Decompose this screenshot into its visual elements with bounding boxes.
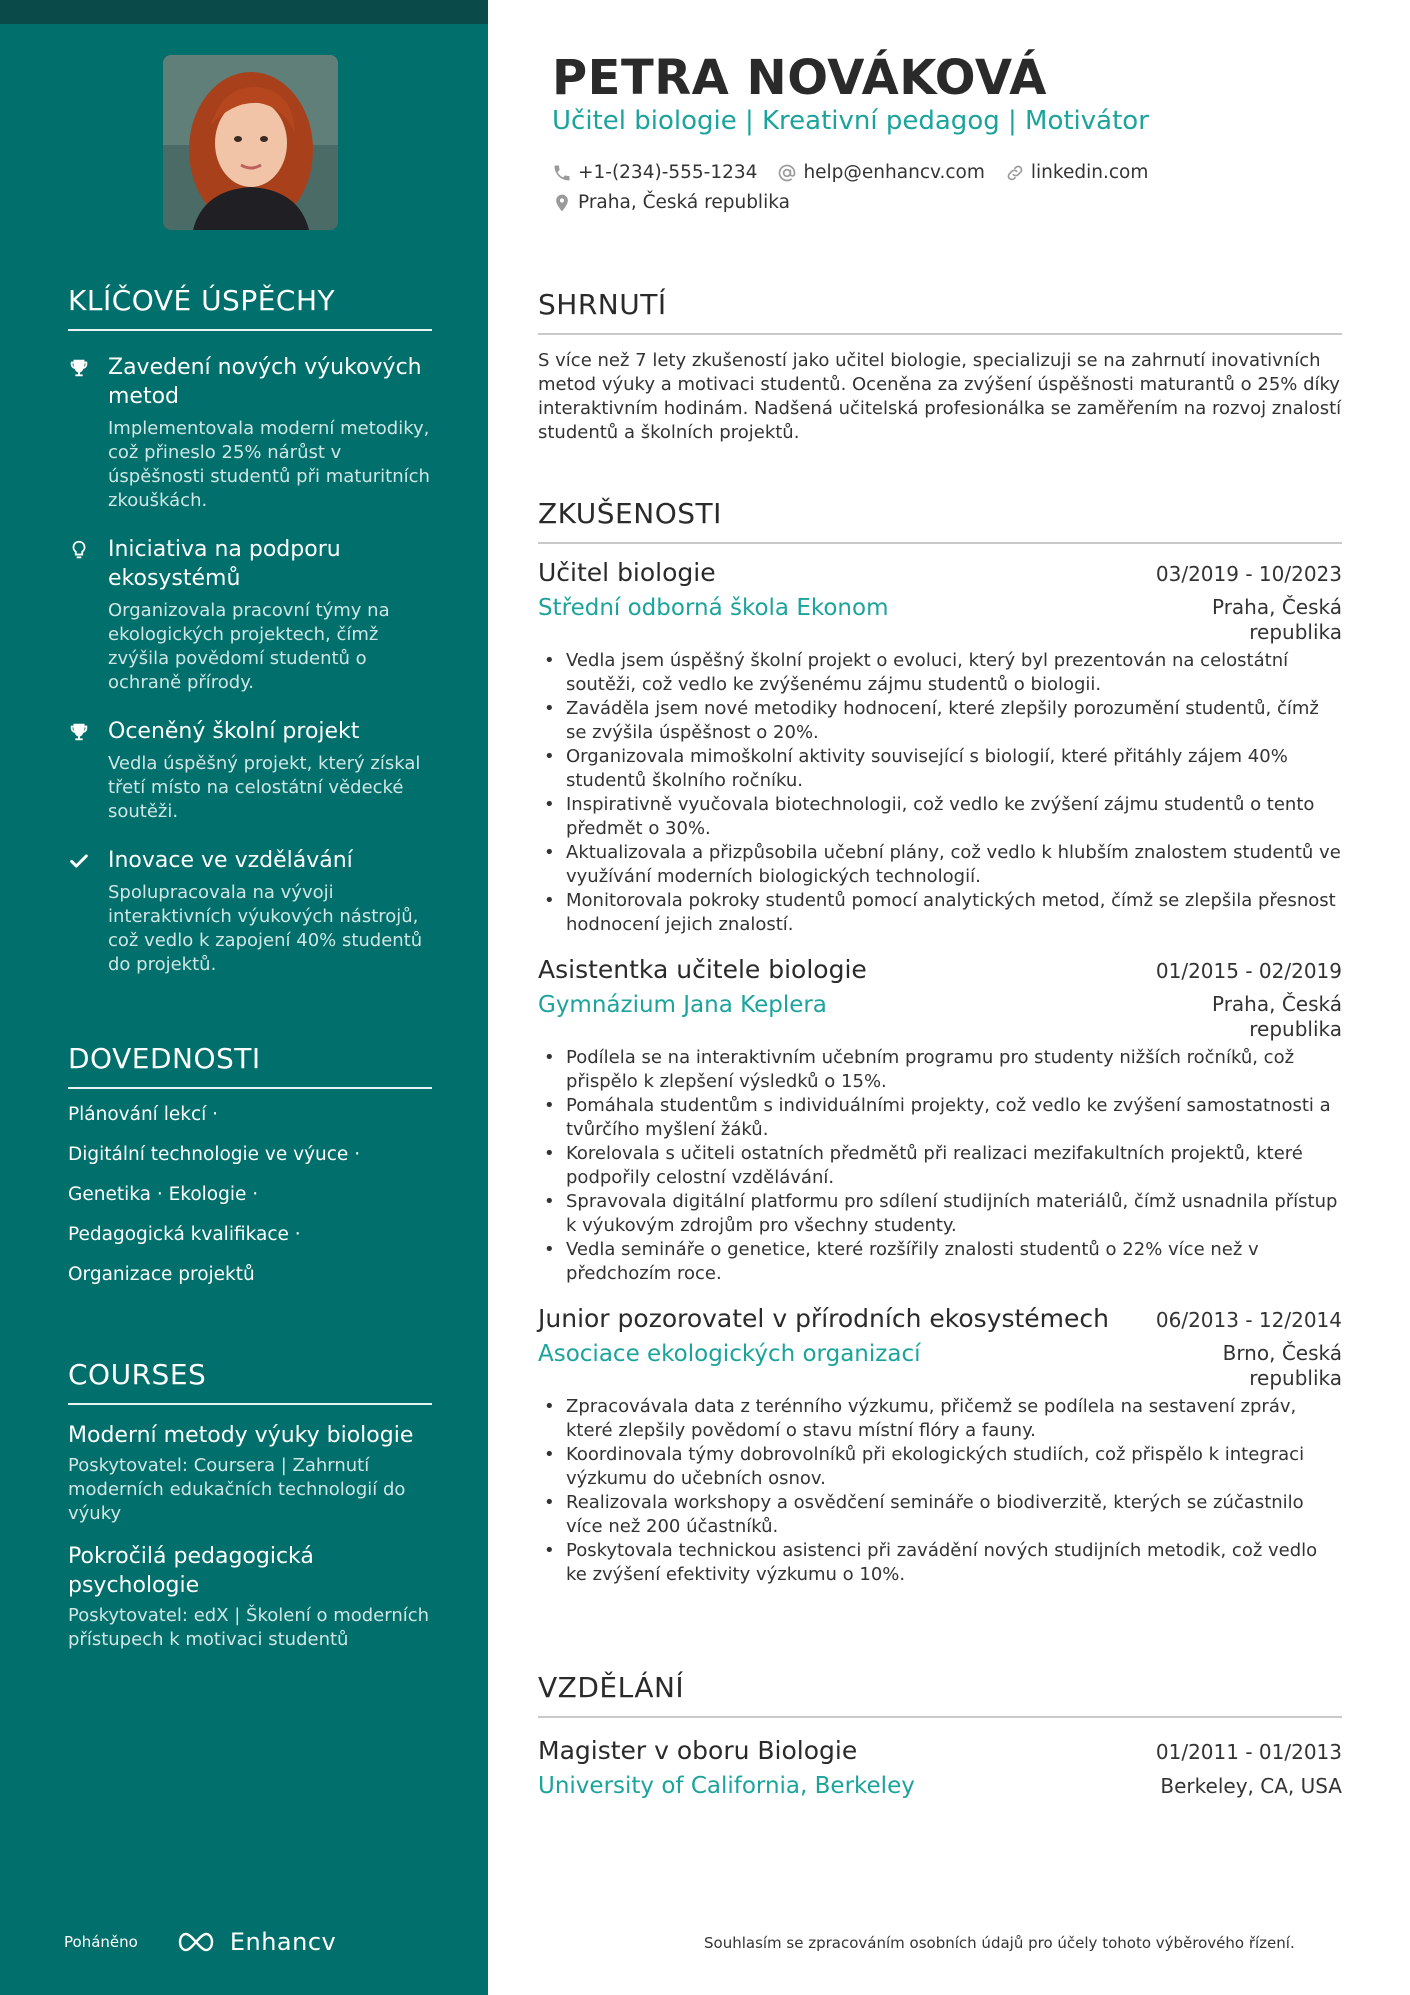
- achievement-title: Iniciativa na podporu ekosystémů: [108, 537, 341, 591]
- sidebar: [0, 0, 488, 1995]
- job-date: 03/2019 - 10/2023: [1155, 562, 1342, 586]
- trophy-icon: [68, 717, 108, 824]
- job-bullet: • Zpracovávala data z terénního výzkumu, přičemž se podílela na sestavení zpráv, které zlepšily povědomí o stavu místní flóry a fauny.: [538, 1395, 1342, 1443]
- achievement-title: Inovace ve vzdělávání: [108, 848, 353, 873]
- skills-heading: DOVEDNOSTI: [68, 1042, 432, 1089]
- job-bullet: • Vedla jsem úspěšný školní projekt o evoluci, který byl prezentován na celostátní soutěži, což vedlo ke zvýšenému zájmu studentů o biologii.: [538, 649, 1342, 697]
- job-company: Asociace ekologických organizací: [538, 1341, 921, 1367]
- portrait-image: [163, 55, 338, 230]
- course-item: [68, 1421, 432, 1526]
- enhancv-logo-icon: [174, 1930, 218, 1954]
- job-date: 06/2013 - 12/2014: [1155, 1308, 1342, 1332]
- job-date: 01/2015 - 02/2019: [1155, 959, 1342, 983]
- skill-item: Pedagogická kvalifikace ·: [68, 1224, 301, 1245]
- job-title: Asistentka učitele biologie: [538, 955, 867, 984]
- school-name: University of California, Berkeley: [538, 1773, 915, 1799]
- job-bullet: • Korelovala s učiteli ostatních předmětů při realizaci mezifakultních projektů, které podpořily celostní vzdělávání.: [538, 1142, 1342, 1190]
- education-section: [538, 1671, 1342, 1799]
- job-bullets: [538, 1046, 1342, 1286]
- achievement-item: [68, 846, 432, 977]
- course-title: Moderní metody výuky biologie: [68, 1423, 414, 1448]
- achievement-title: Zavedení nových výukových metod: [108, 355, 422, 409]
- candidate-name: PETRA NOVÁKOVÁ: [552, 50, 1047, 106]
- summary-heading: SHRNUTÍ: [538, 288, 1342, 335]
- location-contact: [552, 192, 790, 213]
- courses-section: [68, 1358, 432, 1652]
- sidebar-top-bar: [0, 0, 488, 24]
- consent-note: Souhlasím se zpracováním osobních údajů pro účely tohoto výběrového řízení.: [704, 1934, 1295, 1952]
- job-bullet: • Organizovala mimoškolní aktivity související s biologií, které přitáhly zájem 40% studentů školního ročníku.: [538, 745, 1342, 793]
- summary-section: [538, 288, 1342, 445]
- courses-heading: COURSES: [68, 1358, 432, 1405]
- job-entry: [538, 1304, 1342, 1587]
- achievement-item: [68, 717, 432, 824]
- achievements-section: [68, 284, 432, 977]
- job-title: Junior pozorovatel v přírodních ekosystémech: [538, 1304, 1109, 1333]
- linkedin-text: linkedin.com: [1030, 162, 1149, 183]
- link-icon: [1005, 163, 1025, 183]
- achievement-item: [68, 353, 432, 513]
- course-title: Pokročilá pedagogická psychologie: [68, 1544, 314, 1598]
- powered-label: Poháněno: [64, 1933, 138, 1951]
- achievement-description: Organizovala pracovní týmy na ekologických projektech, čímž zvýšila povědomí studentů o ochraně přírody.: [108, 600, 390, 693]
- job-company: Střední odborná škola Ekonom: [538, 595, 889, 621]
- course-description: Poskytovatel: Coursera | Zahrnutí moderních edukačních technologií do výuky: [68, 1455, 406, 1524]
- summary-text: S více než 7 lety zkušeností jako učitel biologie, specializuji se na zahrnutí inovativních metod výuky a motivaci studentů. Oceněna za zvýšení úspěšnosti maturantů o 25% díky interaktivním hodinám. Nadšená učitelská profesionálka se zaměřením na rozvoj znalostí studentů a školních projektů.: [538, 350, 1342, 443]
- trophy-icon: [68, 353, 108, 513]
- job-bullet: • Realizovala workshopy a osvědčení semináře o biodiverzitě, kterých se zúčastnilo více než 200 účastníků.: [538, 1491, 1342, 1539]
- job-bullets: [538, 649, 1342, 937]
- job-bullet: • Pomáhala studentům s individuálními projekty, což vedlo ke zvýšení samostatnosti a tvůrčího myšlení žáků.: [538, 1094, 1342, 1142]
- achievement-description: Vedla úspěšný projekt, který získal třetí místo na celostátní vědecké soutěži.: [108, 753, 421, 822]
- job-bullet: • Koordinovala týmy dobrovolníků při ekologických studiích, což přispělo k integraci výzkumu do učebních osnov.: [538, 1443, 1342, 1491]
- job-bullets: [538, 1395, 1342, 1587]
- achievement-description: Spolupracovala na vývoji interaktivních výukových nástrojů, což vedlo k zapojení 40% studentů do projektů.: [108, 882, 423, 975]
- job-bullet: • Spravovala digitální platformu pro sdílení studijních materiálů, čímž usnadnila přístup k výukovým zdrojům pro všechny studenty.: [538, 1190, 1342, 1238]
- course-item: [68, 1542, 432, 1652]
- job-company: Gymnázium Jana Keplera: [538, 992, 827, 1018]
- location-pin-icon: [552, 193, 572, 213]
- skill-item: Genetika · Ekologie ·: [68, 1184, 259, 1205]
- job-entry: [538, 558, 1342, 937]
- lightbulb-icon: [68, 535, 108, 695]
- job-location: Praha, Česká republika: [1211, 992, 1342, 1041]
- contact-row: [552, 162, 1168, 183]
- email-text: help@enhancv.com: [803, 162, 985, 183]
- location-row: [552, 192, 810, 213]
- experience-heading: ZKUŠENOSTI: [538, 497, 1342, 544]
- brand-name: Enhancv: [229, 1928, 337, 1956]
- job-bullet: • Podílela se na interaktivním učebním programu pro studenty nižších ročníků, což přispělo k zlepšení výsledků o 15%.: [538, 1046, 1342, 1094]
- achievement-item: [68, 535, 432, 695]
- job-bullet: • Poskytovala technickou asistenci při zavádění nových studijních metodik, což vedlo ke zvýšení efektivity výzkumu o 10%.: [538, 1539, 1342, 1587]
- brand-logo[interactable]: [174, 1928, 336, 1956]
- job-bullet: • Inspirativně vyučovala biotechnologii, což vedlo ke zvýšení zájmu studentů o tento předmět o 30%.: [538, 793, 1342, 841]
- job-bullet: • Vedla semináře o genetice, které rozšířily znalosti studentů o 22% více než v předchozím roce.: [538, 1238, 1342, 1286]
- job-bullet: • Aktualizovala a přizpůsobila učební plány, což vedlo k hlubším znalostem studentů ve využívání moderních biologických technologií.: [538, 841, 1342, 889]
- location-text: Praha, Česká republika: [578, 192, 790, 213]
- phone-contact[interactable]: [552, 162, 757, 183]
- achievement-title: Oceněný školní projekt: [108, 719, 360, 744]
- skill-item: Digitální technologie ve výuce ·: [68, 1144, 361, 1165]
- skill-item: Organizace projektů: [68, 1264, 255, 1285]
- candidate-tagline: Učitel biologie | Kreativní pedagog | Motivátor: [552, 106, 1149, 136]
- at-icon: [777, 163, 797, 183]
- job-location: Praha, Česká republika: [1211, 595, 1342, 644]
- degree-title: Magister v oboru Biologie: [538, 1736, 858, 1765]
- job-entry: [538, 955, 1342, 1286]
- achievements-heading: KLÍČOVÉ ÚSPĚCHY: [68, 284, 432, 331]
- checkmark-icon: [68, 846, 108, 977]
- education-date: 01/2011 - 01/2013: [1155, 1740, 1342, 1764]
- job-bullet: • Zaváděla jsem nové metodiky hodnocení, které zlepšily porozumění studentů, čímž se zvýšila úspěšnost o 20%.: [538, 697, 1342, 745]
- education-heading: VZDĚLÁNÍ: [538, 1671, 1342, 1718]
- profile-photo: [163, 55, 338, 230]
- linkedin-contact[interactable]: [1005, 162, 1148, 183]
- skills-section: [68, 1042, 432, 1287]
- skills-list: [68, 1103, 432, 1287]
- course-description: Poskytovatel: edX | Školení o moderních přístupech k motivaci studentů: [68, 1605, 430, 1650]
- achievement-description: Implementovala moderní metodiky, což přineslo 25% nárůst v úspěšnosti studentů při maturitních zkouškách.: [108, 418, 430, 511]
- email-contact[interactable]: [777, 162, 984, 183]
- experience-section: [538, 497, 1342, 1587]
- skill-item: Plánování lekcí ·: [68, 1104, 219, 1125]
- job-bullet: • Monitorovala pokroky studentů pomocí analytických metod, čímž se zlepšila přesnost hodnocení jejich znalostí.: [538, 889, 1342, 937]
- powered-by: [64, 1928, 336, 1956]
- school-location: Berkeley, CA, USA: [1160, 1774, 1342, 1798]
- job-location: Brno, Česká republika: [1222, 1341, 1342, 1390]
- phone-text: +1-(234)-555-1234: [578, 162, 758, 183]
- phone-icon: [552, 163, 572, 183]
- job-title: Učitel biologie: [538, 558, 716, 587]
